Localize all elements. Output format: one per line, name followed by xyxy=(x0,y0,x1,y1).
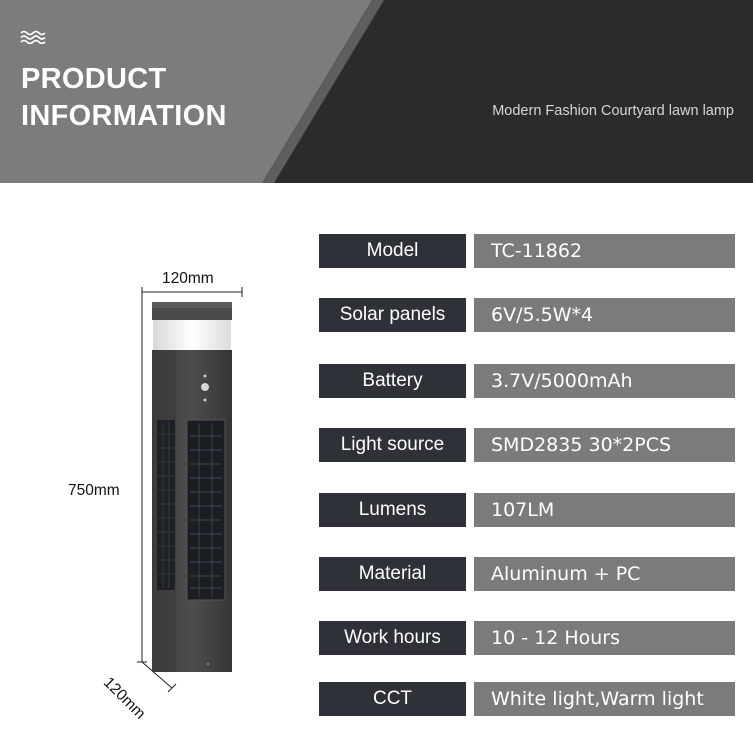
spec-value: Aluminum + PC xyxy=(474,557,735,591)
header-banner xyxy=(0,0,753,183)
page-title xyxy=(21,61,227,135)
spec-value: SMD2835 30*2PCS xyxy=(474,428,735,462)
dimension-width: 120mm xyxy=(162,270,214,287)
spec-row-lumens xyxy=(319,493,735,527)
title-line-2: INFORMATION xyxy=(21,100,227,132)
spec-label: Lumens xyxy=(319,493,466,527)
spec-value: 6V/5.5W*4 xyxy=(474,298,735,332)
spec-value: 3.7V/5000mAh xyxy=(474,364,735,398)
spec-row-battery xyxy=(319,364,735,398)
spec-label: Material xyxy=(319,557,466,591)
dimension-height: 750mm xyxy=(68,482,120,499)
spec-value: 10 - 12 Hours xyxy=(474,621,735,655)
spec-value: White light,Warm light xyxy=(474,682,735,716)
dimension-depth: 120mm xyxy=(99,674,149,723)
spec-row-work-hours xyxy=(319,621,735,655)
spec-row-solar-panels xyxy=(319,298,735,332)
spec-label: Light source xyxy=(319,428,466,462)
spec-row-light-source xyxy=(319,428,735,462)
spec-row-material xyxy=(319,557,735,591)
spec-label: Model xyxy=(319,234,466,268)
waves-icon xyxy=(20,30,47,44)
spec-label: Work hours xyxy=(319,621,466,655)
spec-value: TC-11862 xyxy=(474,234,735,268)
spec-row-cct xyxy=(319,682,735,716)
title-line-1: PRODUCT xyxy=(21,63,167,95)
spec-value: 107LM xyxy=(474,493,735,527)
page-subtitle: Modern Fashion Courtyard lawn lamp xyxy=(492,103,734,119)
spec-label: Solar panels xyxy=(319,298,466,332)
spec-label: CCT xyxy=(319,682,466,716)
spec-row-model xyxy=(319,234,735,268)
spec-label: Battery xyxy=(319,364,466,398)
